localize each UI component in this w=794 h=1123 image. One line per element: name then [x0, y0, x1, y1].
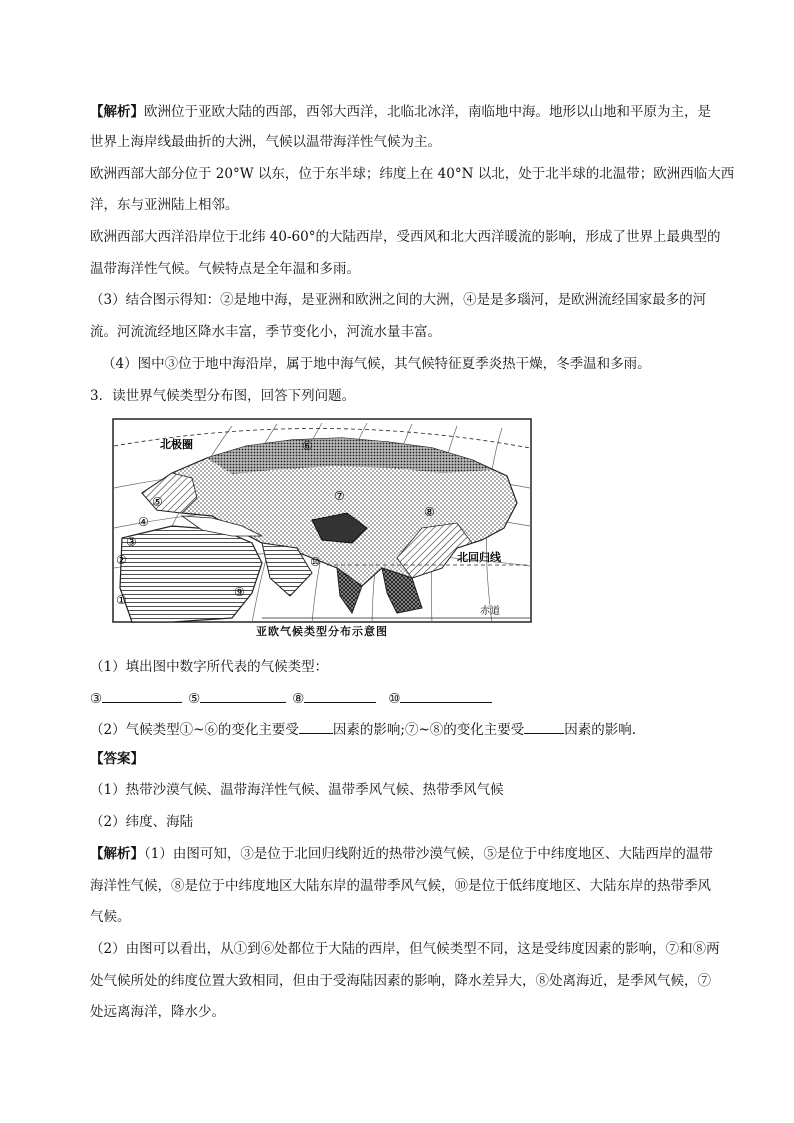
fill-blanks-row: [90, 688, 730, 708]
climate-map-figure: [112, 418, 532, 640]
answer-blank-3[interactable]: [102, 688, 182, 703]
analysis-line-6: 温带海洋性气候。气候特点是全年温和多雨。: [90, 261, 360, 277]
tropic-label: 北回归线: [457, 551, 501, 564]
analysis-line-5: 欧洲西部大西洋沿岸位于北纬 40-60°的大陆西岸，受西风和北大西洋暖流的影响，形成了世界上最典型的: [90, 229, 721, 245]
sub-question-2: [90, 719, 730, 739]
sub-question-1: （1）填出图中数字所代表的气候类型：: [90, 659, 329, 675]
answer-blank-10[interactable]: [400, 688, 492, 703]
answer-tag: 【答案】: [90, 751, 144, 767]
arctic-circle-label: 北极圈: [160, 438, 193, 451]
marker-6: ⑥: [302, 439, 313, 453]
sub-question-2-part-a: （2）气候类型①~⑥的变化主要受: [90, 722, 299, 738]
answer-blank-8[interactable]: [304, 688, 376, 703]
eurasia-climate-map: [112, 418, 532, 623]
blank-label-8: ⑧: [292, 691, 305, 707]
analysis2-line-4: （2）由图可以看出，从①到⑥处都位于大陆的西岸，但气候类型不同，这是受纬度因素的影响，⑦和⑧两: [90, 941, 720, 957]
answer-blank-factor-2[interactable]: [524, 719, 564, 734]
marker-7: ⑦: [334, 489, 345, 503]
analysis2-line-5: 处气候所处的纬度位置大致相同，但由于受海陆因素的影响，降水差异大，⑧处离海近，是季风气候，⑦: [90, 973, 711, 989]
equator-label: 赤道: [480, 606, 500, 617]
analysis-line-9: （4）图中③位于地中海沿岸，属于地中海气候，其气候特征夏季炎热干燥，冬季温和多雨。: [102, 356, 651, 372]
analysis2-tag: 【解析】: [90, 846, 144, 862]
analysis2-text: （1）由图可知，③是位于北回归线附近的热带沙漠气候，⑤是位于中纬度地区、大陆西岸的温带: [144, 846, 713, 862]
analysis-line-3: 欧洲西部大部分位于 20°W 以东，位于东半球；纬度上在 40°N 以北，处于北半球的北温带；欧洲西临大西: [90, 166, 735, 182]
sub-question-2-part-c: 因素的影响.: [564, 722, 637, 738]
analysis-line-4: 洋，东与亚洲陆上相邻。: [90, 197, 239, 213]
marker-2: ②: [116, 553, 127, 567]
blank-label-3: ③: [90, 691, 103, 707]
marker-3: ③: [126, 535, 137, 549]
analysis-line-1: [90, 103, 730, 121]
analysis2-line-6: 处远离海洋，降水少。: [90, 1004, 225, 1020]
map-caption: 亚欧气候类型分布示意图: [256, 625, 388, 638]
analysis-line-8: 流。河流流经地区降水丰富，季节变化小，河流水量丰富。: [90, 324, 441, 340]
marker-10: ⑩: [310, 555, 321, 569]
marker-5: ⑤: [152, 495, 163, 509]
analysis-text: 欧洲位于亚欧大陆的西部，西邻大西洋，北临北冰洋，南临地中海。地形以山地和平原为主，是: [144, 104, 711, 120]
question-3-stem: 3．读世界气候类型分布图，回答下列问题。: [90, 388, 356, 404]
answer-blank-5[interactable]: [200, 688, 286, 703]
blank-label-10: ⑩: [388, 691, 401, 707]
analysis2-line-2: 海洋性气候，⑧是位于中纬度地区大陆东岸的温带季风气候，⑩是位于低纬度地区、大陆东岸的热带季风: [90, 878, 711, 894]
marker-8: ⑧: [424, 505, 435, 519]
africa-landmass: [120, 526, 262, 622]
answer-blank-factor-1[interactable]: [299, 719, 333, 734]
analysis2-line-3: 气候。: [90, 909, 131, 925]
answer-line-2: （2）纬度、海陆: [90, 814, 194, 830]
sub-question-2-part-b: 因素的影响;⑦~⑧的变化主要受: [332, 722, 525, 738]
marker-9: ⑨: [234, 585, 245, 599]
marker-1: ①: [116, 593, 127, 607]
marker-4: ④: [138, 515, 149, 529]
answer-line-1: （1）热带沙漠气候、温带海洋性气候、温带季风气候、热带季风气候: [90, 782, 504, 798]
blank-label-5: ⑤: [188, 691, 201, 707]
analysis-line-7: （3）结合图示得知：②是地中海，是亚洲和欧洲之间的大洲，④是是多瑙河，是欧洲流经国家最多的河: [90, 292, 707, 308]
analysis2-line-1: [90, 845, 730, 863]
analysis-tag: 【解析】: [90, 104, 144, 120]
analysis-line-2: 世界上海岸线最曲折的大洲，气候以温带海洋性气候为主。: [90, 134, 441, 150]
